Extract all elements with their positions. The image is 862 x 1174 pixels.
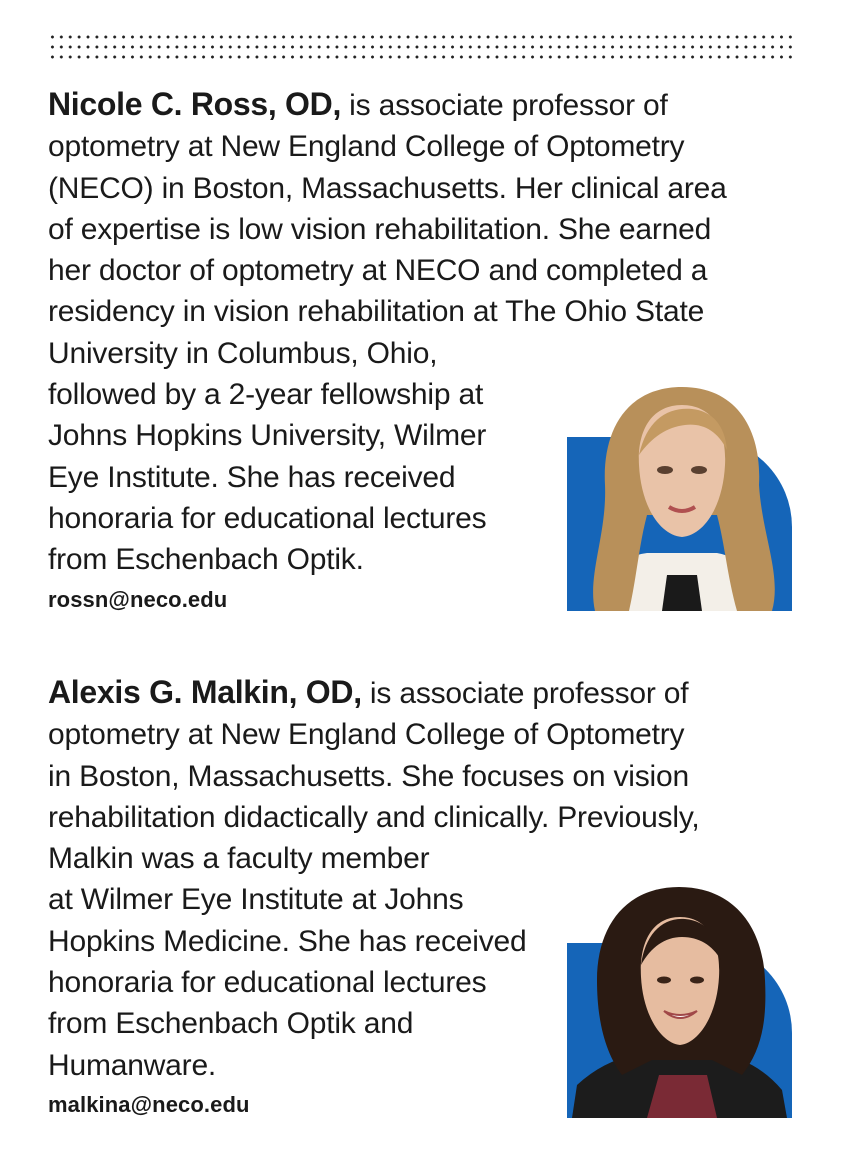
bio-line: honoraria for educational lectures: [48, 966, 487, 1000]
bio-line: Johns Hopkins University, Wilmer: [48, 419, 487, 453]
bio-line: in Boston, Massachusetts. She focuses on vision: [48, 759, 689, 793]
author-photo-malkin: [567, 885, 792, 1118]
bio-line: Hopkins Medicine. She has received: [48, 924, 527, 958]
bio-line: Humanware.: [48, 1048, 217, 1082]
bio-line: Alexis G. Malkin, OD, is associate professor of: [48, 674, 689, 710]
bio-line: honoraria for educational lectures: [48, 501, 487, 535]
bio-line: (NECO) in Boston, Massachusetts. Her clinical area: [48, 171, 727, 205]
bio-line: at Wilmer Eye Institute at Johns: [48, 883, 464, 917]
bio-line: from Eschenbach Optik.: [48, 543, 364, 577]
bio-line: optometry at New England College of Optometry: [48, 130, 685, 164]
author-photo-ross: [567, 385, 792, 611]
bio-line: followed by a 2-year fellowship at: [48, 378, 484, 412]
bio-line: rehabilitation didactically and clinically. Previously,: [48, 800, 700, 834]
bio-line: Malkin was a faculty member: [48, 842, 430, 876]
dotted-divider: [48, 32, 793, 62]
bio-line: of expertise is low vision rehabilitation. She earned: [48, 212, 712, 246]
author-email-link[interactable]: rossn@neco.edu: [48, 586, 228, 612]
bio-line: from Eschenbach Optik and: [48, 1007, 414, 1041]
author-name: Nicole C. Ross, OD,: [48, 86, 342, 122]
author-email-link[interactable]: malkina@neco.edu: [48, 1091, 250, 1117]
bio-line: Eye Institute. She has received: [48, 460, 456, 494]
bio-line: residency in vision rehabilitation at The Ohio State: [48, 295, 705, 329]
author-name: Alexis G. Malkin, OD,: [48, 674, 362, 710]
bio-line: University in Columbus, Ohio,: [48, 336, 438, 370]
bio-line: her doctor of optometry at NECO and completed a: [48, 254, 708, 288]
bio-line: Nicole C. Ross, OD, is associate professor of: [48, 86, 668, 122]
bio-line: optometry at New England College of Optometry: [48, 718, 685, 752]
